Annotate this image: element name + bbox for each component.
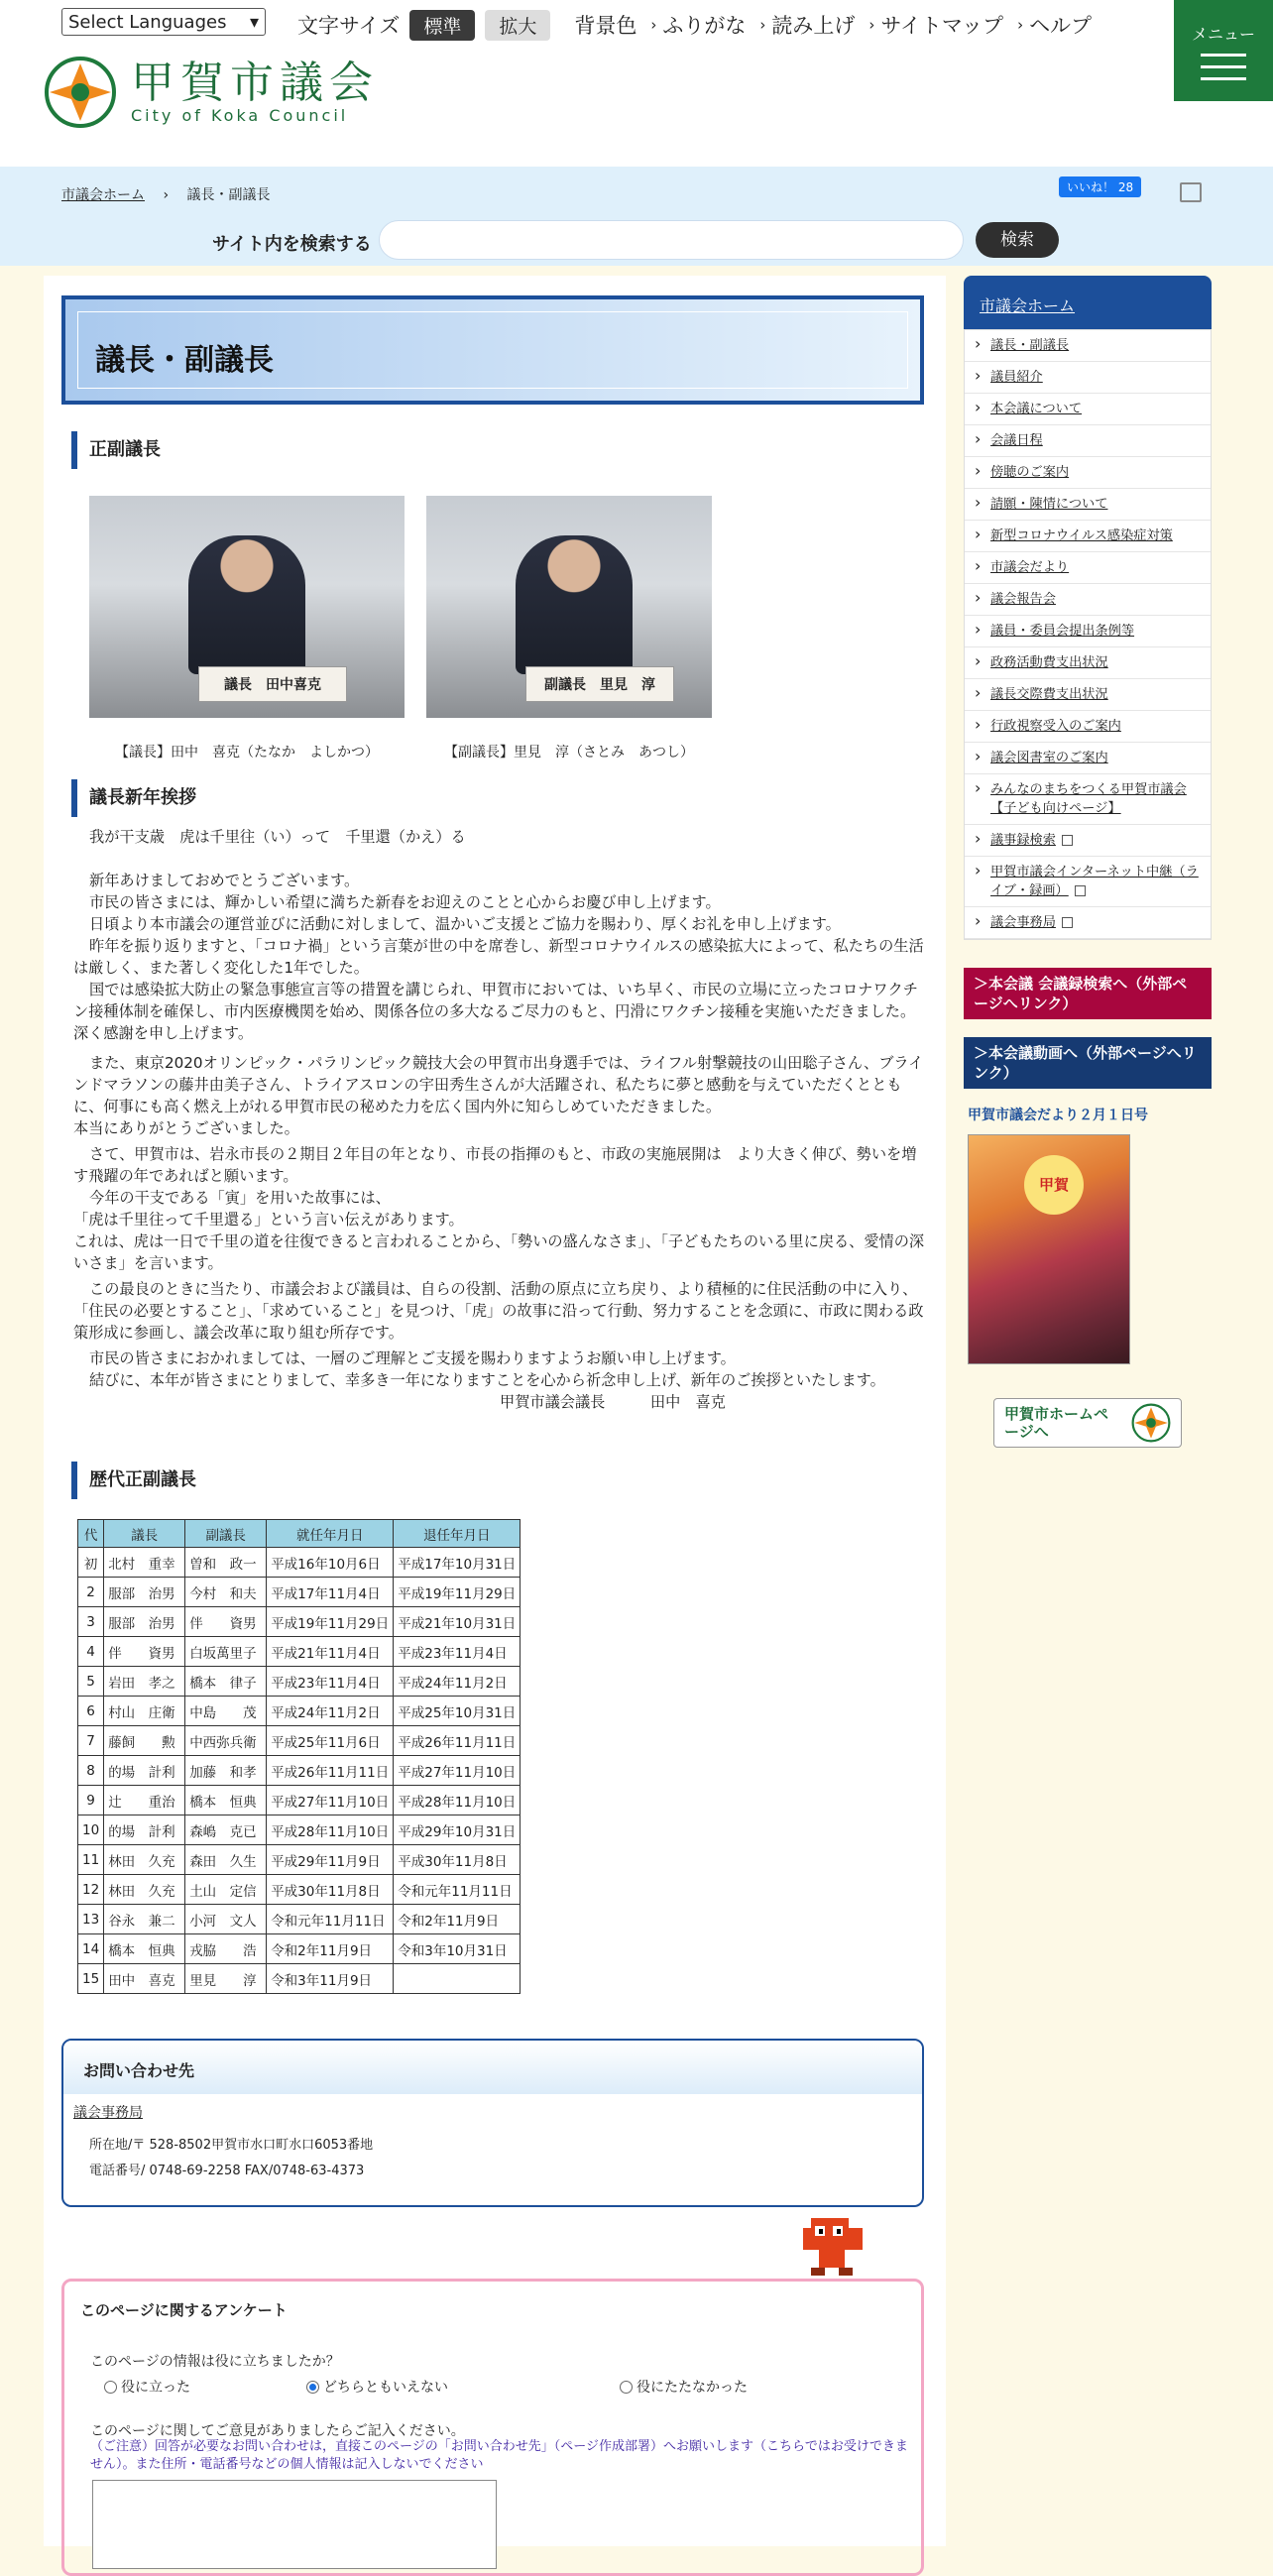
city-homepage-label: 甲賀市ホームページへ [1004, 1405, 1109, 1441]
table-cell: 平成21年11月4日 [267, 1637, 394, 1667]
section-heading-chairs: 正副議長 [71, 431, 161, 469]
external-link-icon [1062, 917, 1073, 928]
chair-person [188, 535, 305, 674]
table-cell: 森田 久生 [185, 1845, 267, 1875]
table-cell: 8 [78, 1756, 104, 1786]
read-aloud-button[interactable]: 読み上げ [771, 14, 856, 38]
table-cell: 林田 久充 [104, 1875, 185, 1905]
table-cell: 平成19年11月29日 [394, 1578, 521, 1607]
table-cell: 令和元年11月11日 [267, 1905, 394, 1934]
page-title-box [61, 295, 924, 405]
sidebar-item-label: 議会図書室のご案内 [990, 751, 1108, 765]
table-cell: 令和元年11月11日 [394, 1875, 521, 1905]
table-cell: 2 [78, 1578, 104, 1607]
table-cell: 平成17年10月31日 [394, 1548, 521, 1578]
table-cell: 的場 計利 [104, 1815, 185, 1845]
table-cell: 伴 資男 [104, 1637, 185, 1667]
table-cell: 加藤 和孝 [185, 1756, 267, 1786]
table-row [78, 1637, 521, 1667]
table-cell: 服部 治男 [104, 1578, 185, 1607]
sidebar-item[interactable] [965, 425, 1211, 457]
table-cell: 平成24年11月2日 [394, 1667, 521, 1697]
menu-button[interactable] [1174, 0, 1273, 101]
sidebar-item-label: 新型コロナウイルス感染症対策 [990, 528, 1173, 543]
search-button[interactable]: 検索 [976, 222, 1059, 258]
contact-box [61, 2039, 924, 2207]
table-cell: 林田 久充 [104, 1845, 185, 1875]
table-cell: 中西弥兵衛 [185, 1726, 267, 1756]
column-header: 退任年月日 [394, 1520, 521, 1548]
table-cell: 初 [78, 1548, 104, 1578]
table-row [78, 1756, 521, 1786]
table-cell: 平成24年11月2日 [267, 1697, 394, 1726]
sidebar-item-label: 会議日程 [990, 433, 1043, 448]
table-cell: 平成16年10月6日 [267, 1548, 394, 1578]
radio-not-helpful[interactable] [620, 2377, 748, 2397]
table-cell: 田中 喜克 [104, 1964, 185, 1994]
radio-circle-icon [620, 2381, 633, 2394]
column-header: 就任年月日 [267, 1520, 394, 1548]
speech-line: また、東京2020オリンピック・パラリンピック競技大会の甲賀市出身選手では、ライフル射撃競技の山田聡子さん、ブラインドマラソンの藤井由美子さん、トライアスロンの宇田秀生さんが大活躍され、私たちに夢と感動を与えていただくとともに、何事にも高く燃え上がれる甲賀市民の秘めた力を広く国内外に知らしめていただきました。 [73, 1054, 924, 1115]
sidebar-item[interactable] [965, 825, 1211, 857]
speech-line: 国では感染拡大防止の緊急事態宣言等の措置を講じられ、甲賀市においては、いち早く、市民の立場に立ったコロナワクチン接種体制を確保し、市内医療機関を始め、関係各位の多大なるご尽力のもと、円滑にワクチン接種を実施いただきました。深く感謝を申し上げます。 [73, 981, 918, 1042]
table-cell: 12 [78, 1875, 104, 1905]
table-cell: 伴 資男 [185, 1607, 267, 1637]
logo-title: 甲賀市議会 [131, 57, 379, 108]
breadcrumb [61, 184, 271, 204]
radio-label: 役にたたなかった [636, 2380, 748, 2396]
sidebar-item[interactable] [965, 774, 1211, 825]
speech-line: さて、甲賀市は、岩永市長の２期目２年目の年となり、市長の指揮のもと、市政の実施展開は より大きく伸び、勢いを増す飛躍の年であればと願います。 [73, 1145, 917, 1185]
accessibility-toolbar [297, 8, 1105, 42]
table-cell: 平成27年11月10日 [267, 1786, 394, 1815]
language-select-label: Select Languages [68, 11, 227, 33]
sidebar-item[interactable] [965, 489, 1211, 521]
table-cell: 7 [78, 1726, 104, 1756]
speech-line: 本当にありがとうございました。 [73, 1119, 299, 1137]
radio-neutral[interactable] [306, 2377, 448, 2397]
site-header [0, 0, 1273, 167]
table-cell: 曽和 政一 [185, 1548, 267, 1578]
vice-chair-caption: 【副議長】里見 淳（さとみ あつし） [444, 745, 694, 761]
table-cell: 4 [78, 1637, 104, 1667]
section-heading-history: 歴代正副議長 [71, 1462, 196, 1499]
survey-comment-label: このページに関してご意見がありましたらご記入ください。 [90, 2423, 465, 2439]
table-row [78, 1607, 521, 1637]
table-cell: 平成25年10月31日 [394, 1697, 521, 1726]
magazine-title-link[interactable]: 甲賀市議会だより２月１日号 [968, 1108, 1148, 1123]
table-row [78, 1786, 521, 1815]
vice-chair-person [516, 535, 633, 674]
logo-subtitle: City of Koka Council [131, 105, 349, 125]
sitemap-link[interactable]: サイトマップ [880, 14, 1004, 38]
hamburger-icon [1201, 54, 1246, 80]
magazine-cover-text: 甲賀 [1024, 1155, 1084, 1215]
speech-line: 市民の皆さまにおかれましては、一層のご理解とご支援を賜わりますようお願い申し上げます。 [89, 1349, 736, 1367]
council-video-banner[interactable]: ＞本会議動画へ（外部ページへリンク） [964, 1037, 1212, 1089]
table-cell: 小河 文人 [185, 1905, 267, 1934]
table-cell: 平成29年10月31日 [394, 1815, 521, 1845]
table-cell: 平成17年11月4日 [267, 1578, 394, 1607]
font-standard-button[interactable]: 標準 [409, 10, 475, 41]
table-cell: 谷永 兼二 [104, 1905, 185, 1934]
sidebar-item-label: 本会議について [990, 402, 1083, 416]
table-header-row [78, 1520, 521, 1548]
table-cell: 藤飼 勲 [104, 1726, 185, 1756]
city-homepage-button[interactable] [993, 1398, 1182, 1448]
table-cell: 3 [78, 1607, 104, 1637]
table-cell: 13 [78, 1905, 104, 1934]
sidebar-item-label: 議長交際費支出状況 [990, 687, 1108, 702]
search-input[interactable] [379, 220, 964, 260]
sidebar-item-label: 議員・委員会提出条例等 [990, 624, 1135, 639]
minutes-search-banner[interactable]: ＞本会議 会議録検索へ（外部ページへリンク） [964, 968, 1212, 1019]
speech-line: 「虎は千里往って千里還る」という言い伝えがあります。 [73, 1211, 464, 1229]
contact-title: お問い合わせ先 [63, 2041, 922, 2094]
survey-title: このページに関するアンケート [80, 2301, 288, 2319]
radio-circle-icon [104, 2381, 117, 2394]
font-large-button[interactable]: 拡大 [485, 10, 550, 41]
sidebar-item[interactable] [965, 857, 1211, 907]
new-year-greeting [73, 826, 926, 1413]
speech-line: 日頃より本市議会の運営並びに活動に対しまして、温かいご支援とご協力を賜わり、厚くお礼を申し上げます。 [89, 915, 841, 933]
sidebar-item-label: 市議会だより [990, 560, 1070, 575]
table-cell: 橋本 恒典 [185, 1786, 267, 1815]
survey-comment-field[interactable] [92, 2480, 497, 2569]
survey-question: このページの情報は役に立ちましたか？ [90, 2354, 340, 2370]
sidebar-nav [964, 329, 1212, 940]
sidebar-item[interactable] [965, 711, 1211, 743]
table-cell: 10 [78, 1815, 104, 1845]
table-cell: 岩田 孝之 [104, 1667, 185, 1697]
sidebar-item[interactable] [965, 521, 1211, 552]
sidebar-item[interactable] [965, 647, 1211, 679]
table-cell: 令和2年11月9日 [267, 1934, 394, 1964]
table-cell [394, 1964, 521, 1994]
table-cell: 北村 重幸 [104, 1548, 185, 1578]
history-table-body [78, 1548, 521, 1994]
column-header: 代 [78, 1520, 104, 1548]
contact-phone: 電話番号/ 0748-69-2258 FAX/0748-63-4373 [89, 2164, 365, 2178]
koka-emblem-icon [1131, 1403, 1171, 1443]
sidebar-item[interactable] [965, 362, 1211, 394]
table-cell: 橋本 律子 [185, 1667, 267, 1697]
facebook-like-button[interactable]: いいね！ 28 [1059, 176, 1141, 197]
speech-line: これは、虎は一日で千里の道を往復できると言われることから、「勢いの盛んなさま」、「子どもたちのいる里に戻る、愛情の深いさま」を言います。 [73, 1232, 925, 1272]
sidebar-home-link[interactable]: 市議会ホーム [964, 276, 1212, 329]
sidebar [964, 276, 1212, 1448]
survey-note: （ご注意）回答が必要なお問い合わせは，直接このページの「お問い合わせ先」（ページ作成部署）へお願いします（こちらではお受けできません）。また住所・電話番号などの個人情報は記入しないでください [90, 2439, 908, 2472]
sidebar-item[interactable] [965, 394, 1211, 425]
table-row [78, 1578, 521, 1607]
table-cell: 白坂萬里子 [185, 1637, 267, 1667]
table-cell: 平成23年11月4日 [394, 1637, 521, 1667]
contact-dept-link[interactable]: 議会事務局 [73, 2105, 143, 2121]
table-row [78, 1726, 521, 1756]
table-cell: 平成26年11月11日 [267, 1756, 394, 1786]
sidebar-item-label: 行政視察受入のご案内 [990, 719, 1121, 734]
table-cell: 平成30年11月8日 [394, 1845, 521, 1875]
speech-line: 今年の干支である「寅」を用いた故事には、 [89, 1189, 391, 1207]
furigana-button[interactable]: ふりがな [662, 14, 747, 38]
table-cell: 15 [78, 1964, 104, 1994]
table-cell: 11 [78, 1845, 104, 1875]
sidebar-item[interactable] [965, 552, 1211, 584]
table-cell: 平成25年11月6日 [267, 1726, 394, 1756]
table-row [78, 1815, 521, 1845]
sidebar-item-label: 甲賀市議会インターネット中継（ライブ・録画） [990, 865, 1199, 898]
chevron-down-icon: ▾ [249, 11, 259, 33]
sidebar-item-label: 議会事務局 [990, 915, 1056, 930]
table-cell: 令和3年11月9日 [267, 1964, 394, 1994]
chair-caption: 【議長】田中 喜克（たなか よしかつ） [115, 745, 379, 761]
font-size-label: 文字サイズ [297, 14, 401, 38]
history-table [77, 1519, 521, 1994]
table-row [78, 1548, 521, 1578]
table-cell: 5 [78, 1667, 104, 1697]
radio-selected-icon [306, 2381, 319, 2394]
chair-nameplate: 議長 田中喜克 [198, 666, 347, 702]
search-label: サイト内を検索する [212, 234, 372, 255]
table-cell: 平成19年11月29日 [267, 1607, 394, 1637]
column-header: 副議長 [185, 1520, 267, 1548]
page-title: 議長・副議長 [95, 343, 274, 378]
sidebar-item-label: 政務活動費支出状況 [990, 655, 1108, 670]
speech-line: 結びに、本年が皆さまにとりまして、幸多き一年になりますことを心から祈念申し上げ、新年のご挨拶といたします。 [89, 1371, 885, 1389]
chair-photo [89, 496, 405, 718]
table-cell: 今村 和夫 [185, 1578, 267, 1607]
table-cell: 6 [78, 1697, 104, 1726]
table-cell: 里見 淳 [185, 1964, 267, 1994]
table-cell: 平成21年10月31日 [394, 1607, 521, 1637]
table-cell: 村山 庄衛 [104, 1697, 185, 1726]
table-cell: 戎脇 浩 [185, 1934, 267, 1964]
table-cell: 平成26年11月11日 [394, 1726, 521, 1756]
main-content [44, 276, 946, 2546]
magazine-cover-image[interactable] [968, 1134, 1130, 1364]
speech-line: 新年あけましておめでとうございます。 [89, 872, 360, 889]
sidebar-item[interactable] [965, 584, 1211, 616]
table-cell: 平成27年11月10日 [394, 1756, 521, 1786]
radio-helpful[interactable] [104, 2377, 190, 2397]
contact-address: 所在地/〒 528-8502甲賀市水口町水口6053番地 [89, 2138, 374, 2153]
speech-line: この最良のときに当たり、市議会および議員は、自らの役割、活動の原点に立ち戻り、より積極的に住民活動の中に入り、 「住民の必要とすること」、「求めていること」を見つけ、「虎」の故事に沿って行動、努力することを念頭に、市政に関わる政策形成に参画し、議会改革に取り組む所存です。 [73, 1280, 925, 1342]
table-cell: 平成28年11月10日 [394, 1786, 521, 1815]
menu-label: メニュー [1191, 25, 1255, 44]
bg-color-button[interactable]: 背景色 [574, 14, 637, 38]
table-cell: 平成28年11月10日 [267, 1815, 394, 1845]
sidebar-item-label: 議会報告会 [990, 592, 1056, 607]
table-cell: 辻 重治 [104, 1786, 185, 1815]
table-cell: 令和3年10月31日 [394, 1934, 521, 1964]
table-row [78, 1667, 521, 1697]
table-cell: 平成23年11月4日 [267, 1667, 394, 1697]
sidebar-item-label: 議長・副議長 [990, 338, 1070, 353]
vice-chair-photo [426, 496, 712, 718]
sidebar-item[interactable] [965, 457, 1211, 489]
sidebar-item-label: 請願・陳情について [990, 497, 1108, 512]
table-row [78, 1964, 521, 1994]
sidebar-item[interactable] [965, 330, 1211, 362]
survey-box [61, 2279, 924, 2576]
table-row [78, 1845, 521, 1875]
column-header: 議長 [104, 1520, 185, 1548]
site-logo[interactable] [44, 56, 379, 129]
table-row [78, 1934, 521, 1964]
breadcrumb-home[interactable]: 市議会ホーム [61, 187, 145, 203]
speech-line: 市民の皆さまには、輝かしい希望に満ちた新春をお迎えのことと心からお慶び申し上げます。 [89, 893, 721, 911]
search-band [0, 167, 1273, 266]
table-cell: 平成30年11月8日 [267, 1875, 394, 1905]
chevron-right-icon: › [1017, 16, 1024, 34]
table-cell: 的場 計利 [104, 1756, 185, 1786]
table-cell: 橋本 恒典 [104, 1934, 185, 1964]
sidebar-item[interactable] [965, 679, 1211, 711]
chevron-right-icon: › [650, 16, 657, 34]
chevron-right-icon: › [759, 16, 766, 34]
sidebar-item-label: 議事録検索 [990, 833, 1056, 848]
external-link-icon [1062, 835, 1073, 846]
language-select[interactable] [61, 8, 266, 36]
sidebar-item-label: 議員紹介 [990, 370, 1043, 385]
mascot-icon [797, 2214, 867, 2280]
table-row [78, 1875, 521, 1905]
external-link-icon [1075, 885, 1086, 896]
sidebar-item[interactable] [965, 616, 1211, 647]
sidebar-item-label: みんなのまちをつくる甲賀市議会【子ども向けページ】 [990, 782, 1187, 816]
table-cell: 令和2年11月9日 [394, 1905, 521, 1934]
table-cell: 中島 茂 [185, 1697, 267, 1726]
table-cell: 土山 定信 [185, 1875, 267, 1905]
speech-line: 我が干支歳 虎は千里往（い）って 千里還（かえ）る [89, 828, 466, 846]
speech-line: 昨年を振り返りますと、「コロナ禍」という言葉が世の中を席巻し、新型コロナウイルスの感染拡大によって、私たちの生活は厳しく、また著しく変化した1年でした。 [73, 937, 924, 977]
vice-chair-nameplate: 副議長 里見 淳 [525, 666, 674, 702]
sidebar-item[interactable] [965, 907, 1211, 939]
chevron-right-icon: › [868, 16, 875, 34]
table-row [78, 1697, 521, 1726]
breadcrumb-current: 議長・副議長 [186, 187, 271, 203]
koka-emblem-icon [44, 56, 117, 129]
help-link[interactable]: ヘルプ [1029, 14, 1093, 38]
print-icon[interactable] [1180, 182, 1202, 202]
table-cell: 9 [78, 1786, 104, 1815]
table-row [78, 1905, 521, 1934]
sidebar-item-label: 傍聴のご案内 [990, 465, 1070, 480]
speech-signature: 甲賀市議会議長 田中 喜克 [500, 1393, 726, 1411]
radio-label: 役に立った [121, 2380, 190, 2396]
table-cell: 平成29年11月9日 [267, 1845, 394, 1875]
table-cell: 14 [78, 1934, 104, 1964]
chevron-right-icon: › [149, 187, 183, 203]
sidebar-item[interactable] [965, 743, 1211, 774]
table-cell: 森嶋 克已 [185, 1815, 267, 1845]
table-cell: 服部 治男 [104, 1607, 185, 1637]
section-heading-greeting: 議長新年挨拶 [71, 779, 196, 817]
radio-label: どちらともいえない [323, 2380, 448, 2396]
